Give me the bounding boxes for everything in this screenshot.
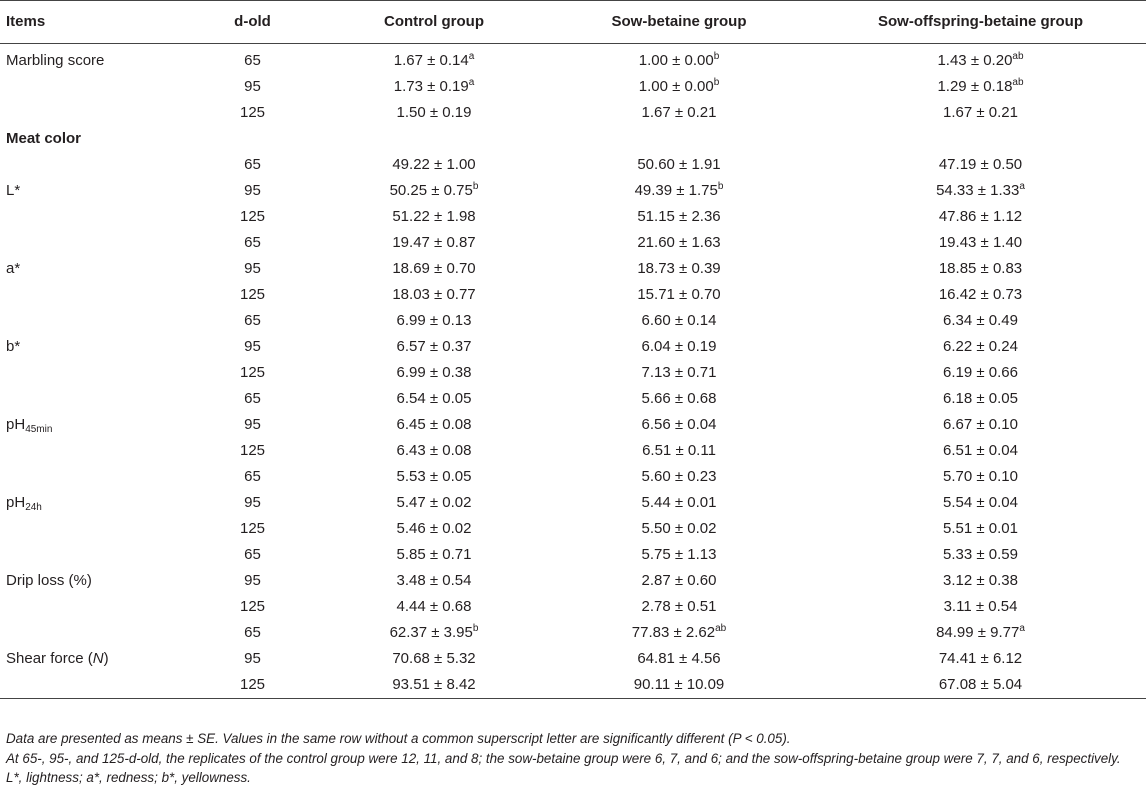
d-old-cell: 65 [244,52,261,69]
item-cell [0,438,180,464]
item-label: L* [6,182,21,199]
sow-offspring-betaine-cell [815,542,1146,568]
sow-betaine-cell-value: 21.60 ± 1.63 [637,234,721,251]
sow-offspring-betaine-cell-value: 5.70 ± 0.10 [943,468,1018,485]
sow-offspring-betaine-cell [815,594,1146,620]
header-d-old: d-old [180,1,325,44]
item-cell [0,542,180,568]
control-group-cell-value: 1.50 ± 0.19 [396,104,472,121]
sow-offspring-betaine-cell-value: 54.33 ± 1.33 [936,182,1020,199]
item-cell [0,308,180,334]
d-old-cell: 65 [244,624,261,641]
item-label-suffix: ) [103,650,109,667]
control-group-cell-value: 6.45 ± 0.08 [396,416,472,433]
control-group-cell [325,230,543,256]
sow-betaine-cell-value: 5.50 ± 0.02 [641,520,717,537]
sow-offspring-betaine-cell-superscript: a [1019,181,1025,192]
sow-offspring-betaine-cell [815,464,1146,490]
item-cell [0,44,180,75]
sow-offspring-betaine-cell-superscript: a [1019,623,1025,634]
d-old-cell: 125 [239,104,266,121]
sow-offspring-betaine-cell-value: 5.54 ± 0.04 [943,494,1018,511]
item-cell [0,100,180,126]
sow-betaine-cell-value: 6.60 ± 0.14 [641,312,717,329]
item-label: Marbling score [6,52,105,69]
table-row [0,516,1146,542]
sow-offspring-betaine-cell-value: 3.12 ± 0.38 [943,572,1018,589]
d-old-cell: 65 [244,234,261,251]
control-group-cell-value: 49.22 ± 1.00 [392,156,476,173]
item-cell [0,178,180,204]
sow-betaine-cell-value: 1.00 ± 0.00 [638,52,714,69]
control-group-cell-value: 1.67 ± 0.14 [393,52,469,69]
footnote-data-presentation: Data are presented as means ± SE. Values in the same row without a common superscript letter are significantly different (P < 0.05). [6,731,791,746]
sow-betaine-cell-value: 64.81 ± 4.56 [637,650,721,667]
table-row [0,152,1146,178]
d-old-cell: 95 [244,494,261,511]
control-group-cell [325,438,543,464]
control-group-cell-superscript: b [472,623,479,634]
control-group-cell-value: 1.73 ± 0.19 [393,78,469,95]
sow-betaine-cell-superscript: b [717,181,724,192]
d-old-cell: 125 [239,364,266,381]
item-cell [0,490,180,516]
footnote-abbreviations: L*, lightness; a*, redness; b*, yellowness. [6,770,251,785]
item-cell [0,282,180,308]
item-label: a* [6,260,21,277]
control-group-cell [325,386,543,412]
sow-betaine-cell [543,204,815,230]
sow-offspring-betaine-cell [815,74,1146,100]
sow-betaine-cell-superscript: ab [715,623,727,634]
item-cell [0,464,180,490]
table-row [0,646,1146,672]
d-old-cell: 95 [244,182,261,199]
item-cell [0,672,180,699]
control-group-cell [325,516,543,542]
sow-betaine-cell-value: 5.75 ± 1.13 [641,546,717,563]
sow-betaine-cell-value: 51.15 ± 2.36 [637,208,721,225]
sow-offspring-betaine-cell-value: 6.34 ± 0.49 [943,312,1018,329]
sow-offspring-betaine-cell-value: 18.85 ± 0.83 [938,260,1023,277]
sow-offspring-betaine-cell-value: 47.19 ± 0.50 [938,156,1023,173]
section-label: Meat color [6,130,82,147]
control-group-cell [325,334,543,360]
control-group-cell-superscript: a [468,77,475,88]
sow-betaine-cell-value: 5.60 ± 0.23 [641,468,717,485]
sow-betaine-cell [543,308,815,334]
sow-offspring-betaine-cell [815,100,1146,126]
control-group-cell [325,256,543,282]
item-cell [0,74,180,100]
table-row [0,334,1146,360]
control-group-cell-value: 6.43 ± 0.08 [396,442,472,459]
control-group-cell-value: 6.54 ± 0.05 [396,390,472,407]
table-row [0,256,1146,282]
item-label: Drip loss (%) [6,572,92,589]
control-group-cell-value: 93.51 ± 8.42 [392,676,476,693]
sow-offspring-betaine-cell-value: 1.43 ± 0.20 [937,52,1013,69]
item-cell [0,230,180,256]
table-footnotes [6,729,1142,788]
sow-offspring-betaine-cell [815,412,1146,438]
control-group-cell [325,646,543,672]
sow-betaine-cell-superscript: b [713,77,720,88]
item-cell [0,256,180,282]
sow-betaine-cell-value: 49.39 ± 1.75 [634,182,718,199]
sow-betaine-cell [543,542,815,568]
table-row [0,308,1146,334]
item-label: pH [6,416,26,433]
sow-betaine-cell-value: 7.13 ± 0.71 [641,364,717,381]
control-group-cell-value: 18.03 ± 0.77 [392,286,476,303]
sow-betaine-cell [543,516,815,542]
d-old-cell: 65 [244,546,261,563]
sow-offspring-betaine-cell-value: 19.43 ± 1.40 [938,234,1023,251]
sow-offspring-betaine-cell-value: 84.99 ± 9.77 [936,624,1020,641]
item-label: b* [6,338,21,355]
item-label-unit: N [92,650,104,667]
table-row [0,386,1146,412]
control-group-cell [325,490,543,516]
header-sow-offspring-betaine-group: Sow-offspring-betaine group [815,1,1146,44]
control-group-cell [325,178,543,204]
d-old-cell: 125 [239,598,266,615]
sow-betaine-cell [543,74,815,100]
control-group-cell-value: 3.48 ± 0.54 [396,572,472,589]
d-old-cell: 125 [239,520,266,537]
d-old-cell: 65 [244,312,261,329]
control-group-cell [325,308,543,334]
sow-betaine-cell [543,44,815,75]
header-control-group: Control group [325,1,543,44]
sow-offspring-betaine-cell [815,230,1146,256]
sow-betaine-cell [543,386,815,412]
table-row [0,282,1146,308]
control-group-cell-value: 62.37 ± 3.95 [389,624,473,641]
table-row [0,490,1146,516]
control-group-cell-superscript: a [468,51,475,62]
sow-offspring-betaine-cell-superscript: ab [1012,77,1024,88]
sow-betaine-cell-value: 77.83 ± 2.62 [631,624,716,641]
table-row [0,74,1146,100]
sow-betaine-cell-value: 5.44 ± 0.01 [641,494,717,511]
sow-offspring-betaine-cell [815,178,1146,204]
control-group-cell-value: 5.46 ± 0.02 [396,520,472,537]
item-label: Shear force ( [6,650,93,667]
d-old-cell: 95 [244,416,261,433]
sow-betaine-cell [543,438,815,464]
control-group-cell-value: 19.47 ± 0.87 [392,234,476,251]
table-row [0,230,1146,256]
table-row [0,672,1146,699]
table-row [0,464,1146,490]
table-row [0,412,1146,438]
d-old-cell: 125 [239,442,266,459]
control-group-cell [325,100,543,126]
sow-betaine-cell-value: 5.66 ± 0.68 [641,390,717,407]
item-cell [0,412,180,438]
sow-betaine-cell [543,412,815,438]
table-row [0,360,1146,386]
header-items: Items [0,1,180,44]
control-group-cell [325,412,543,438]
sow-offspring-betaine-cell [815,568,1146,594]
control-group-cell [325,594,543,620]
d-old-cell: 95 [244,260,261,277]
d-old-cell: 125 [239,286,266,303]
sow-offspring-betaine-cell-value: 6.18 ± 0.05 [943,390,1018,407]
sow-offspring-betaine-cell-value: 47.86 ± 1.12 [938,208,1023,225]
table-row [0,100,1146,126]
table-row [0,594,1146,620]
sow-betaine-cell-value: 1.67 ± 0.21 [641,104,717,121]
d-old-cell: 65 [244,390,261,407]
section-row [0,126,1146,152]
sow-offspring-betaine-cell [815,360,1146,386]
sow-offspring-betaine-cell [815,44,1146,75]
sow-betaine-cell [543,464,815,490]
item-cell [0,620,180,646]
table-row [0,44,1146,75]
sow-offspring-betaine-cell [815,256,1146,282]
control-group-cell [325,620,543,646]
control-group-cell-value: 4.44 ± 0.68 [396,598,472,615]
sow-offspring-betaine-cell [815,672,1146,699]
sow-betaine-cell [543,646,815,672]
d-old-cell: 125 [180,672,325,699]
sow-betaine-cell-value: 18.73 ± 0.39 [637,260,721,277]
sow-betaine-cell-value: 50.60 ± 1.91 [637,156,721,173]
control-group-cell [325,464,543,490]
sow-offspring-betaine-cell-value: 6.67 ± 0.10 [943,416,1018,433]
sow-betaine-cell [543,672,815,699]
item-cell [0,334,180,360]
sow-betaine-cell-superscript: b [713,51,720,62]
sow-offspring-betaine-cell-value: 5.51 ± 0.01 [943,520,1018,537]
control-group-cell [325,360,543,386]
sow-betaine-cell [543,490,815,516]
d-old-cell: 125 [239,208,266,225]
control-group-cell [325,542,543,568]
table-row [0,204,1146,230]
sow-offspring-betaine-cell-value: 6.22 ± 0.24 [943,338,1018,355]
sow-betaine-cell-value: 6.56 ± 0.04 [641,416,717,433]
sow-offspring-betaine-cell-superscript: ab [1012,51,1024,62]
d-old-cell: 95 [244,572,261,589]
header-sow-betaine-group: Sow-betaine group [543,1,815,44]
control-group-cell [325,44,543,75]
sow-betaine-cell-value: 2.78 ± 0.51 [641,598,717,615]
sow-betaine-cell [543,620,815,646]
d-old-cell: 65 [244,156,261,173]
control-group-cell-value: 6.99 ± 0.13 [396,312,472,329]
sow-offspring-betaine-cell [815,152,1146,178]
item-cell [0,568,180,594]
table-body [0,44,1146,699]
sow-offspring-betaine-cell-value: 6.51 ± 0.04 [943,442,1018,459]
sow-betaine-cell [543,178,815,204]
sow-offspring-betaine-cell [815,204,1146,230]
table-row [0,438,1146,464]
item-cell [0,360,180,386]
control-group-cell [325,74,543,100]
sow-offspring-betaine-cell-value: 74.41 ± 6.12 [938,650,1023,667]
control-group-cell-value: 18.69 ± 0.70 [392,260,476,277]
sow-betaine-cell-value: 15.71 ± 0.70 [637,286,721,303]
sow-betaine-cell [543,594,815,620]
sow-betaine-cell [543,334,815,360]
control-group-cell-value: 50.25 ± 0.75 [389,182,473,199]
item-cell [0,646,180,672]
control-group-cell-value: 5.47 ± 0.02 [396,494,472,511]
sow-betaine-cell [543,152,815,178]
sow-offspring-betaine-cell-value: 6.19 ± 0.66 [943,364,1018,381]
table-row [0,568,1146,594]
sow-betaine-cell [543,282,815,308]
item-cell [0,516,180,542]
control-group-cell-value: 6.57 ± 0.37 [396,338,472,355]
d-old-cell: 95 [244,78,261,95]
sow-offspring-betaine-cell-value: 67.08 ± 5.04 [938,676,1023,693]
item-cell [0,386,180,412]
d-old-cell: 95 [244,338,261,355]
sow-offspring-betaine-cell [815,282,1146,308]
item-label: pH [6,494,26,511]
control-group-cell-value: 70.68 ± 5.32 [392,650,476,667]
control-group-cell-superscript: b [472,181,479,192]
table-row [0,178,1146,204]
sow-offspring-betaine-cell-value: 16.42 ± 0.73 [938,286,1023,303]
sow-offspring-betaine-cell [815,308,1146,334]
control-group-cell [325,152,543,178]
sow-offspring-betaine-cell-value: 3.11 ± 0.54 [943,598,1018,615]
sow-offspring-betaine-cell-value: 1.29 ± 0.18 [937,78,1013,95]
d-old-cell: 95 [244,650,261,667]
sow-betaine-cell-value: 1.00 ± 0.00 [638,78,714,95]
sow-offspring-betaine-cell [815,334,1146,360]
control-group-cell-value: 5.53 ± 0.05 [396,468,472,485]
sow-offspring-betaine-cell [815,386,1146,412]
item-label-subscript: 45min [25,424,53,435]
sow-offspring-betaine-cell [815,438,1146,464]
control-group-cell [325,282,543,308]
item-cell [0,152,180,178]
control-group-cell [325,672,543,699]
d-old-cell: 65 [244,468,261,485]
control-group-cell [325,204,543,230]
sow-betaine-cell [543,360,815,386]
table-header-row [0,1,1146,44]
control-group-cell [325,568,543,594]
sow-betaine-cell [543,256,815,282]
control-group-cell-value: 6.99 ± 0.38 [396,364,472,381]
table-row [0,620,1146,646]
sow-betaine-cell [543,100,815,126]
table-row [0,542,1146,568]
sow-offspring-betaine-cell-value: 5.33 ± 0.59 [943,546,1018,563]
sow-betaine-cell-value: 90.11 ± 10.09 [633,676,725,693]
sow-offspring-betaine-cell [815,490,1146,516]
sow-betaine-cell-value: 6.04 ± 0.19 [641,338,717,355]
sow-betaine-cell-value: 2.87 ± 0.60 [641,572,717,589]
sow-offspring-betaine-cell [815,646,1146,672]
item-cell [0,204,180,230]
sow-betaine-cell-value: 6.51 ± 0.11 [642,442,716,459]
item-cell [0,594,180,620]
control-group-cell-value: 5.85 ± 0.71 [396,546,472,563]
sow-betaine-cell [543,230,815,256]
footnote-replicates: At 65-, 95-, and 125-d-old, the replicates of the control group were 12, 11, and 8; the sow-betaine group were 6, 7, and 6; and the sow-offspring-betaine group were 7, 7, and 6, respectively. [6,750,1121,766]
item-label-subscript: 24h [25,502,42,513]
sow-offspring-betaine-cell [815,516,1146,542]
sow-offspring-betaine-cell-value: 1.67 ± 0.21 [943,104,1018,121]
sow-betaine-cell [543,568,815,594]
sow-offspring-betaine-cell [815,620,1146,646]
control-group-cell-value: 51.22 ± 1.98 [392,208,476,225]
